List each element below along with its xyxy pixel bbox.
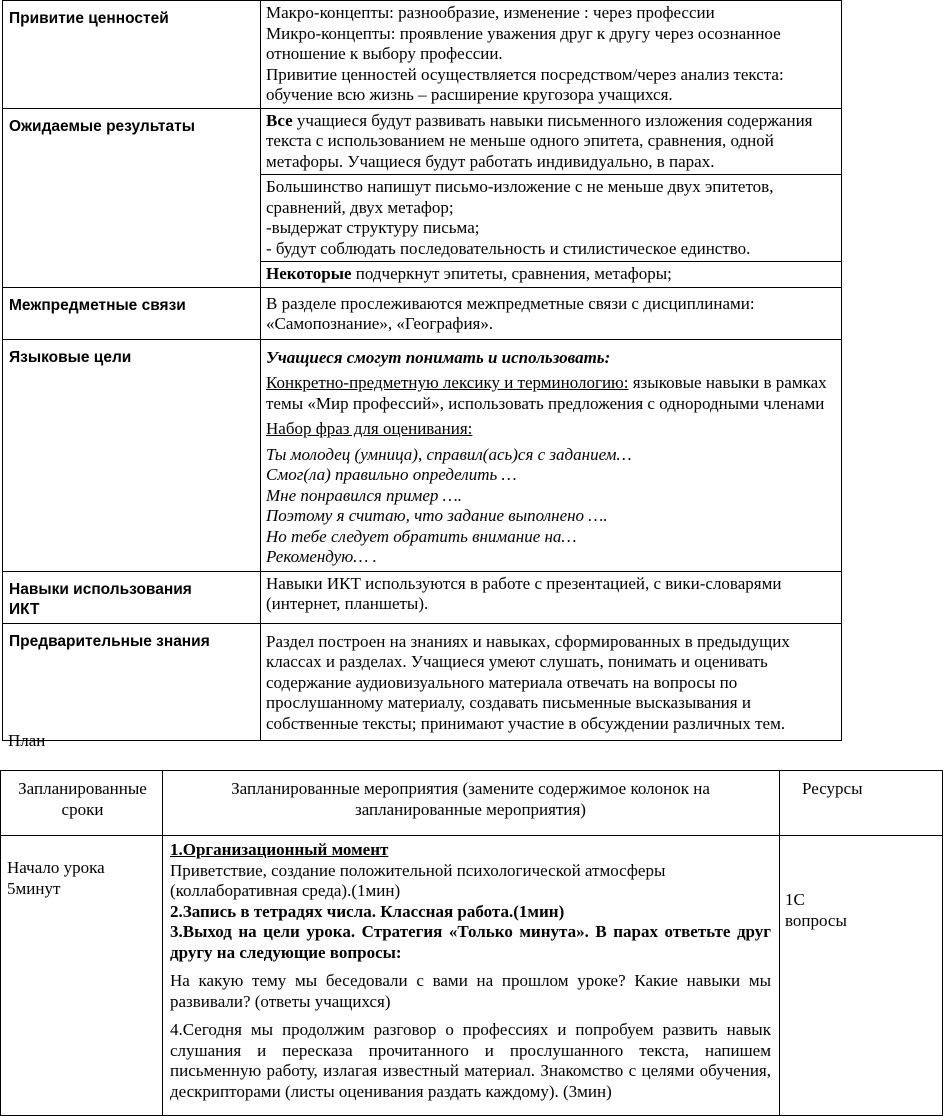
text-span: языковые навыки в рамках: [628, 373, 827, 392]
text-line: [266, 264, 841, 285]
text-line: 1С: [785, 890, 805, 909]
text-line: Макро-концепты: разнообразие, изменение : через профессии: [266, 3, 715, 22]
some-bold: Некоторые: [266, 264, 352, 283]
prior-knowledge-label: Предварительные знания: [3, 623, 261, 741]
values-row: [3, 1, 842, 109]
text-line: отношение к выбору профессии.: [266, 44, 503, 63]
text-line: метафоры. Учащиеся будут работать индивидуально, в парах.: [266, 151, 715, 171]
text-line: прослушанному материалу, создавать письменные высказывания и: [266, 693, 751, 712]
text-line: содержание аудиовизуального материала отвечать на вопросы по: [266, 672, 738, 692]
language-goals-content: [261, 339, 842, 571]
phrase-item: Смог(ла) правильно определить …: [266, 465, 517, 484]
text-line: «Самопознание», «География».: [266, 314, 494, 333]
text-line: классах и разделах. Учащиеся умеют слушать, понимать и оценивать: [266, 652, 768, 671]
text-span: учащиеся будут развивать навыки письменного изложения содержания: [292, 110, 813, 130]
text-line: -выдержат структуру письма;: [266, 218, 480, 237]
plan-activities-cell: [163, 836, 780, 1116]
text-line: Навыки ИКТ используются в работе с презентацией, с вики-словарями: [266, 573, 782, 593]
vocab-title: Конкретно-предметную лексику и терминологию:: [266, 373, 629, 392]
language-goals-label: Языковые цели: [3, 339, 261, 571]
text-line: Большинство напишут письмо-изложение с не меньше двух эпитетов,: [266, 177, 774, 196]
plan-resources-cell: [780, 836, 943, 1116]
step-3-title: 3.Выход на цели урока. Стратегия «Только минута». В парах ответьте друг другу на следующие вопросы:: [170, 922, 771, 962]
some-students-cell: [261, 262, 841, 287]
interdisciplinary-label: Межпредметные связи: [3, 287, 261, 339]
text-line: обучение всю жизнь – расширение кругозора учащихся.: [266, 85, 673, 104]
text-line: [266, 111, 841, 132]
interdisciplinary-content: [261, 287, 842, 339]
step-3-question: На какую тему мы беседовали с вами на прошлом уроке? Какие навыки мы развивали? (ответы учащихся): [170, 971, 771, 1011]
phrase-item: Ты молодец (умница), справил(ась)ся с заданием…: [266, 444, 632, 464]
language-goals-heading: Учащиеся смогут понимать и использовать:: [266, 347, 611, 367]
text-line: Начало урока: [7, 858, 105, 877]
ict-row: [3, 571, 842, 623]
all-students-cell: [261, 109, 841, 176]
step-1-title: 1.Организационный момент: [170, 840, 389, 859]
expected-results-label: Ожидаемые результаты: [3, 108, 261, 287]
values-content: [261, 1, 842, 109]
text-line: Раздел построен на знаниях и навыках, сформированных в предыдущих: [266, 631, 790, 651]
interdisciplinary-row: [3, 287, 842, 339]
ict-label: [3, 571, 261, 623]
text-line: Привитие ценностей осуществляется посредством/через анализ текста:: [266, 64, 784, 84]
text-line: 5минут: [7, 878, 61, 898]
text-line: В разделе прослеживаются межпредметные связи с дисциплинами:: [266, 293, 755, 313]
phrase-item: Но тебе следует обратить внимание на…: [266, 526, 577, 546]
text-span: подчеркнут эпитеты, сравнения, метафоры;: [351, 264, 672, 283]
text-line: Микро-концепты: проявление уважения друг к другу через осознанное: [266, 23, 781, 43]
text-line: Навыки использования: [9, 580, 192, 598]
text-line: (интернет, планшеты).: [266, 594, 429, 613]
step-2-title: 2.Запись в тетрадях числа. Классная работа.(1мин): [170, 901, 565, 921]
plan-table: [0, 770, 943, 1116]
text-line: - будут соблюдать последовательность и стилистическое единство.: [266, 238, 751, 258]
text-line: сравнений, двух метафор;: [266, 197, 454, 217]
all-bold: Все: [266, 110, 293, 130]
phrase-item: Рекомендую… .: [266, 547, 377, 566]
ict-content: [261, 571, 842, 623]
plan-heading: План: [8, 731, 46, 750]
phrase-item: Поэтому я считаю, что задание выполнено ….: [266, 506, 608, 525]
plan-row: [1, 836, 943, 1116]
prior-knowledge-content: [261, 623, 842, 741]
text-line: вопросы: [785, 910, 847, 930]
language-goals-row: [3, 339, 842, 571]
plan-header-row: [1, 771, 943, 836]
expected-results-row: [3, 108, 842, 287]
text-line: [266, 373, 841, 394]
header-planned-time: Запланированные сроки: [1, 771, 163, 836]
text-line: текста с использованием не меньше одного эпитета, сравнения, одной: [266, 131, 774, 150]
most-students-cell: [261, 175, 841, 262]
step-4-text: 4.Сегодня мы продолжим разговор о профессиях и попробуем развить навык слушания и пересказа прочитанного и прослушанного текста, напишем письменную работу, излагая известный материал. Знакомство с целями обучения, дескрипторами (листы оценивания раздать каждому). (3мин): [170, 1020, 771, 1101]
text-line: собственные тексты; принимают участие в обсуждении различных тем.: [266, 713, 786, 733]
plan-time-cell: [1, 836, 163, 1116]
header-resources: Ресурсы: [780, 771, 943, 836]
lesson-info-table: [2, 0, 842, 741]
phrase-item: Мне понравился пример ….: [266, 485, 463, 505]
expected-results-content: [261, 108, 842, 287]
step-1-text: Приветствие, создание положительной психологической атмосферы (коллаборативная среда).(1мин): [170, 860, 666, 900]
text-line: темы «Мир профессий», использовать предложения с однородными членами: [266, 393, 825, 413]
phrases-title: Набор фраз для оценивания:: [266, 419, 473, 438]
values-label: Привитие ценностей: [3, 1, 261, 109]
header-planned-activities: Запланированные мероприятия (замените содержимое колонок на запланированные мероприятия): [163, 771, 780, 836]
prior-knowledge-row: [3, 623, 842, 741]
text-line: ИКТ: [9, 600, 40, 618]
